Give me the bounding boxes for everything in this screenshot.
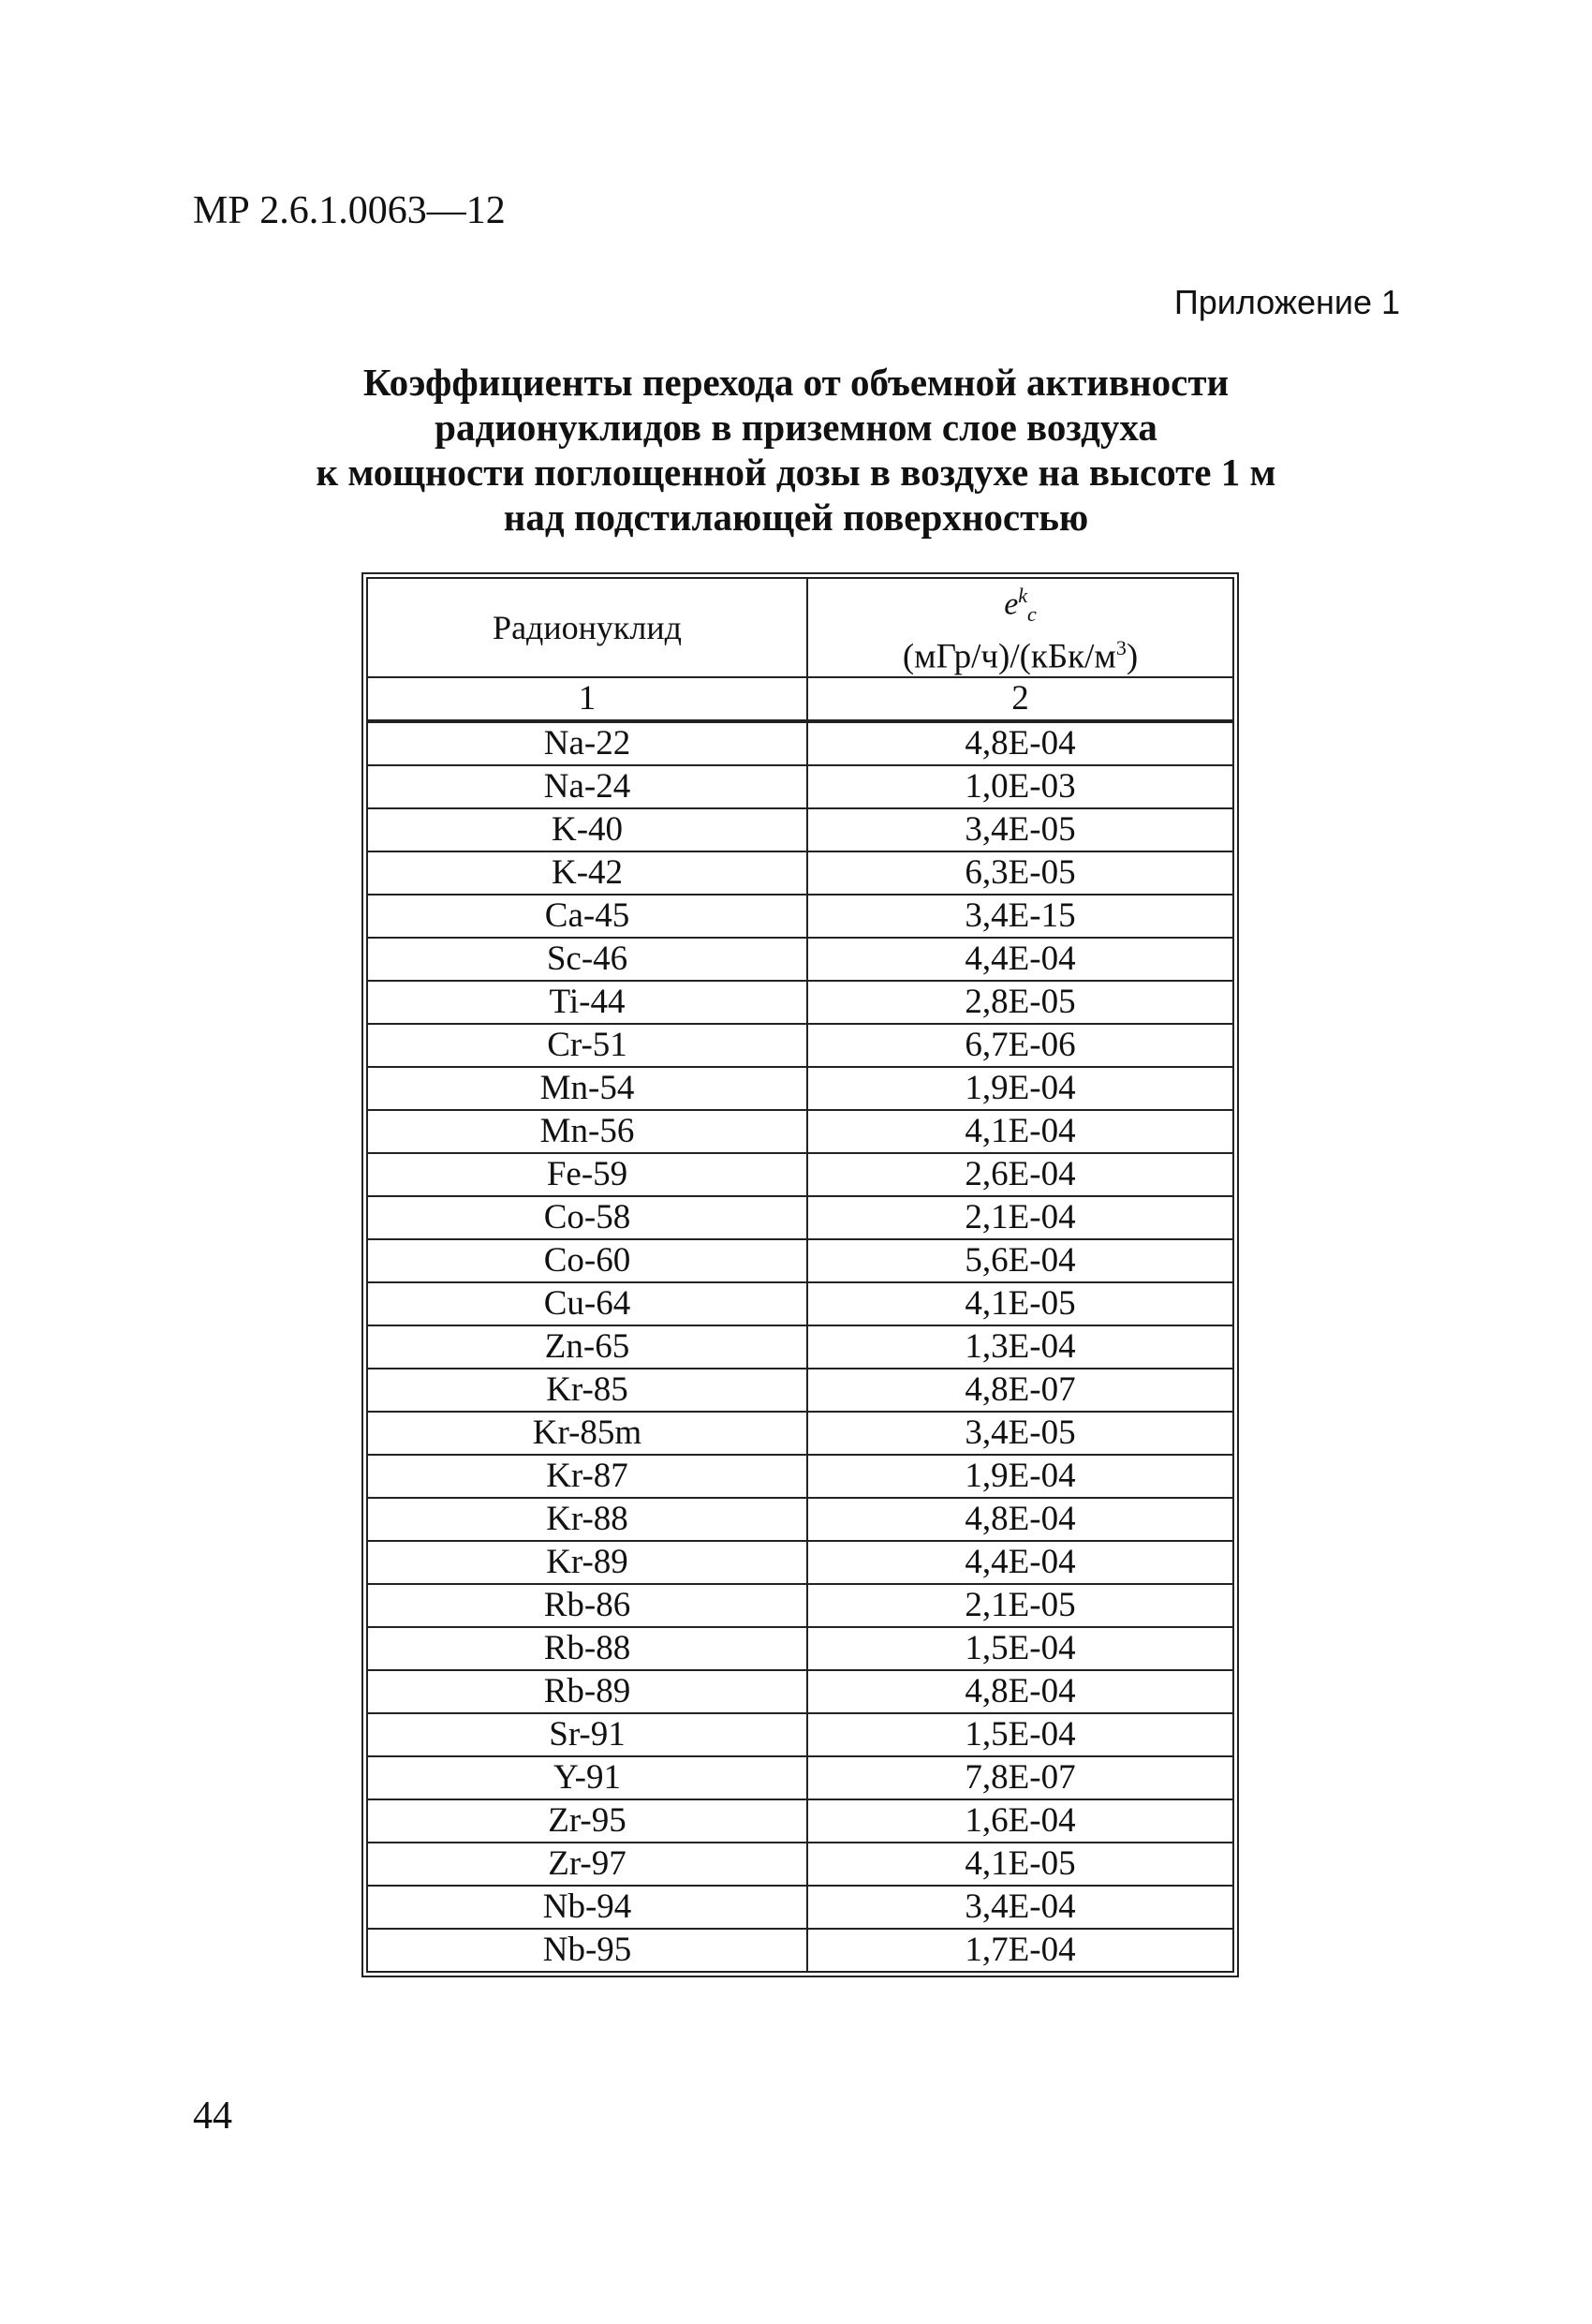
coefficient-cell: 4,8E-04	[807, 1670, 1233, 1713]
table-row	[367, 1843, 1233, 1886]
table-header-row	[367, 578, 1233, 677]
table-row	[367, 1799, 1233, 1843]
table-row	[367, 1541, 1233, 1584]
coefficient-cell: 1,9E-04	[807, 1067, 1233, 1110]
coefficient-cell: 1,7E-04	[807, 1929, 1233, 1972]
nuclide-cell: Nb-95	[367, 1929, 807, 1972]
nuclide-cell: Kr-87	[367, 1455, 807, 1498]
nuclide-cell: Sc-46	[367, 938, 807, 981]
coefficient-cell: 2,1E-05	[807, 1584, 1233, 1627]
nuclide-cell: Kr-88	[367, 1498, 807, 1541]
nuclide-cell: Na-24	[367, 765, 807, 808]
table-row	[367, 1325, 1233, 1369]
nuclide-cell: Rb-88	[367, 1627, 807, 1670]
table-row	[367, 851, 1233, 895]
nuclide-cell: Kr-85	[367, 1369, 807, 1412]
table-title	[234, 360, 1358, 540]
nuclide-cell: Na-22	[367, 721, 807, 765]
coefficient-unit	[808, 630, 1232, 674]
nuclide-cell: Co-58	[367, 1196, 807, 1239]
nuclide-cell: K-40	[367, 808, 807, 851]
coefficients-table-frame	[361, 572, 1239, 1977]
nuclide-cell: Fe-59	[367, 1153, 807, 1196]
table-row	[367, 1239, 1233, 1282]
coefficient-cell: 5,6E-04	[807, 1239, 1233, 1282]
table-row	[367, 1369, 1233, 1412]
nuclide-cell: Cu-64	[367, 1282, 807, 1325]
coefficient-cell: 6,7E-06	[807, 1024, 1233, 1067]
coefficient-cell: 1,0E-03	[807, 765, 1233, 808]
coefficient-cell: 2,6E-04	[807, 1153, 1233, 1196]
symbol-sup-k: k	[1018, 584, 1028, 608]
appendix-label: Приложение 1	[1173, 283, 1400, 321]
table-row	[367, 1713, 1233, 1756]
page-number: 44	[193, 2095, 232, 2138]
nuclide-cell: Cr-51	[367, 1024, 807, 1067]
coefficients-table	[366, 577, 1234, 1973]
symbol-sub-c: c	[1027, 602, 1037, 627]
column-number-2: 2	[807, 677, 1233, 721]
nuclide-cell: Co-60	[367, 1239, 807, 1282]
nuclide-cell: Nb-94	[367, 1886, 807, 1929]
coefficient-cell: 4,1E-05	[807, 1282, 1233, 1325]
title-line-1: Коэффициенты перехода от объемной активности	[362, 361, 1230, 404]
coefficient-cell: 4,4E-04	[807, 938, 1233, 981]
coefficient-cell: 4,4E-04	[807, 1541, 1233, 1584]
coefficient-cell: 1,9E-04	[807, 1455, 1233, 1498]
coefficient-cell: 3,4E-05	[807, 1412, 1233, 1455]
table-row	[367, 1670, 1233, 1713]
coefficient-cell: 1,3E-04	[807, 1325, 1233, 1369]
table-row	[367, 1110, 1233, 1153]
header-coefficient	[807, 578, 1233, 677]
coefficient-cell: 4,8E-07	[807, 1369, 1233, 1412]
title-line-4: над подстилающей поверхностью	[503, 496, 1089, 539]
table-row	[367, 1455, 1233, 1498]
nuclide-cell: Zn-65	[367, 1325, 807, 1369]
table-row	[367, 1627, 1233, 1670]
table-row	[367, 1282, 1233, 1325]
table-row	[367, 938, 1233, 981]
table-row	[367, 1412, 1233, 1455]
nuclide-cell: Zr-95	[367, 1799, 807, 1843]
nuclide-cell: Kr-85m	[367, 1412, 807, 1455]
nuclide-cell: Y-91	[367, 1756, 807, 1799]
unit-part-a: (мГр/ч)/(кБк/м	[902, 637, 1116, 676]
coefficient-cell: 1,5E-04	[807, 1713, 1233, 1756]
coefficient-cell: 1,5E-04	[807, 1627, 1233, 1670]
title-line-2: радионуклидов в приземном слое воздуха	[435, 406, 1157, 449]
coefficient-cell: 2,1E-04	[807, 1196, 1233, 1239]
table-row	[367, 1929, 1233, 1972]
table-row	[367, 1024, 1233, 1067]
symbol-e: e	[1004, 586, 1019, 622]
unit-part-b: )	[1126, 637, 1139, 676]
nuclide-cell: Ti-44	[367, 981, 807, 1024]
table-row	[367, 1153, 1233, 1196]
header-radionuclide: Радионуклид	[367, 578, 807, 677]
coefficient-cell: 7,8E-07	[807, 1756, 1233, 1799]
nuclide-cell: Ca-45	[367, 895, 807, 938]
coefficient-cell: 4,1E-05	[807, 1843, 1233, 1886]
table-row	[367, 1756, 1233, 1799]
title-line-3: к мощности поглощенной дозы в воздухе на высоте 1 м	[316, 451, 1276, 494]
column-number-1: 1	[367, 677, 807, 721]
coefficient-cell: 4,8E-04	[807, 1498, 1233, 1541]
table-row	[367, 1067, 1233, 1110]
nuclide-cell: Rb-89	[367, 1670, 807, 1713]
unit-sup: 3	[1115, 636, 1127, 660]
nuclide-cell: Mn-54	[367, 1067, 807, 1110]
document-code: МР 2.6.1.0063—12	[193, 189, 506, 232]
coefficient-cell: 2,8E-05	[807, 981, 1233, 1024]
coefficient-cell: 3,4E-04	[807, 1886, 1233, 1929]
coefficient-symbol	[1004, 580, 1037, 630]
table-row	[367, 808, 1233, 851]
coefficient-cell: 4,1E-04	[807, 1110, 1233, 1153]
table-row	[367, 1196, 1233, 1239]
nuclide-cell: Zr-97	[367, 1843, 807, 1886]
nuclide-cell: Sr-91	[367, 1713, 807, 1756]
nuclide-cell: Rb-86	[367, 1584, 807, 1627]
table-row	[367, 1886, 1233, 1929]
table-row	[367, 1498, 1233, 1541]
table-row	[367, 1584, 1233, 1627]
coefficient-cell: 3,4E-05	[807, 808, 1233, 851]
coefficient-cell: 4,8E-04	[807, 721, 1233, 765]
table-row	[367, 765, 1233, 808]
nuclide-cell: Kr-89	[367, 1541, 807, 1584]
coefficient-cell: 1,6E-04	[807, 1799, 1233, 1843]
table-row	[367, 895, 1233, 938]
column-number-row	[367, 677, 1233, 721]
coefficient-cell: 6,3E-05	[807, 851, 1233, 895]
table-row	[367, 721, 1233, 765]
nuclide-cell: Mn-56	[367, 1110, 807, 1153]
coefficient-cell: 3,4E-15	[807, 895, 1233, 938]
table-row	[367, 981, 1233, 1024]
table-body	[367, 721, 1233, 1972]
nuclide-cell: K-42	[367, 851, 807, 895]
